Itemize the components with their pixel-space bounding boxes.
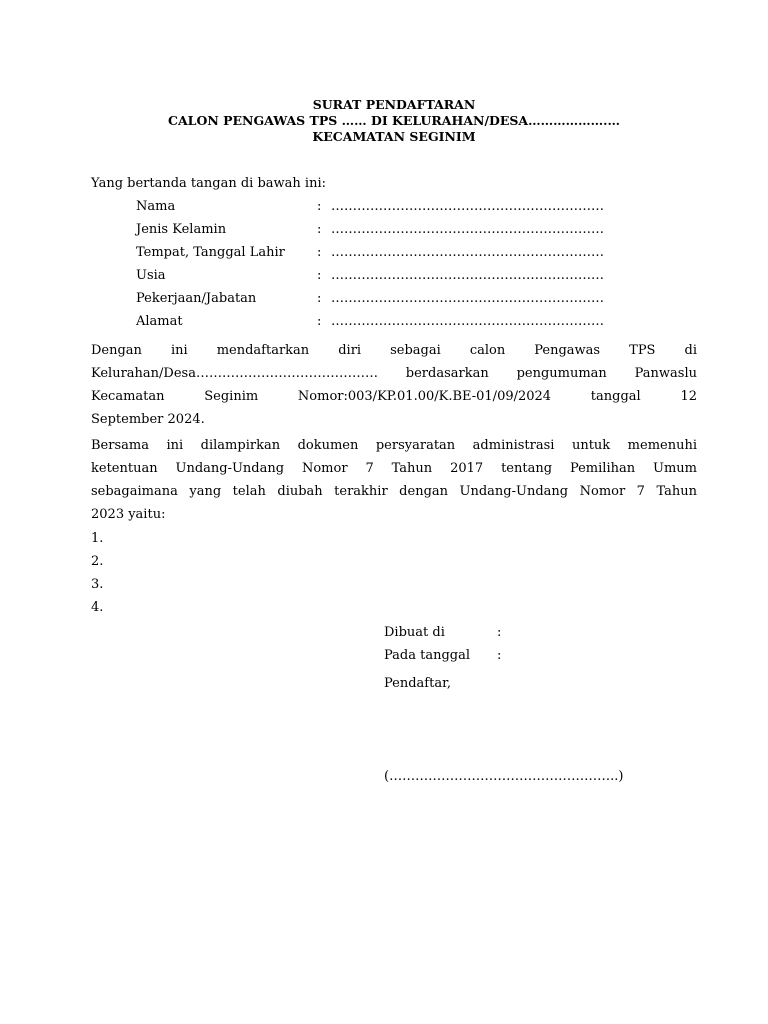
field-colon: :: [317, 222, 322, 237]
sign-date-row: [384, 648, 511, 671]
sign-colon: :: [497, 625, 502, 640]
paragraph-line: September 2024.: [91, 412, 205, 427]
field-row-pekerjaan-jabatan: [136, 291, 651, 314]
field-label: Pekerjaan/Jabatan: [136, 291, 257, 306]
paragraph-line: sebagaimana yang telah diubah terakhir dengan Undang-Undang Nomor 7 Tahun: [91, 484, 697, 499]
document-header: [0, 97, 768, 145]
sign-title: Pendaftar,: [384, 676, 452, 691]
list-item: 3.: [91, 577, 104, 592]
paragraph-line: Kecamatan Seginim Nomor:003/KP.01.00/K.BE-01/09/2024 tanggal 12: [91, 389, 697, 404]
paragraph-line: ketentuan Undang-Undang Nomor 7 Tahun 2017 tentang Pemilihan Umum: [91, 461, 697, 476]
header-district: KECAMATAN SEGINIM: [312, 129, 476, 144]
field-blank: ………………………………………………………: [331, 199, 604, 214]
field-blank: ………………………………………………………: [331, 268, 604, 283]
field-label: Nama: [136, 199, 176, 214]
field-label: Tempat, Tanggal Lahir: [136, 245, 285, 260]
paragraph-line: Dengan ini mendaftarkan diri sebagai calon Pengawas TPS di: [91, 343, 697, 358]
attachment-paragraph: [91, 434, 697, 526]
attachment-list: [91, 531, 103, 623]
header-title: SURAT PENDAFTARAN: [312, 97, 476, 112]
sign-place-row: [384, 625, 511, 648]
field-row-jenis-kelamin: [136, 222, 651, 245]
field-label: Usia: [136, 268, 166, 283]
sign-date-label: Pada tanggal: [384, 648, 471, 663]
field-row-tempat-tanggal-lahir: [136, 245, 651, 268]
list-item: 1.: [91, 531, 104, 546]
field-label: Alamat: [136, 314, 183, 329]
identity-fields: [136, 199, 651, 337]
field-blank: ………………………………………………………: [331, 245, 604, 260]
field-row-alamat: [136, 314, 651, 337]
paragraph-line: 2023 yaitu:: [91, 507, 166, 522]
field-colon: :: [317, 268, 322, 283]
list-item: 2.: [91, 554, 104, 569]
field-label: Jenis Kelamin: [136, 222, 227, 237]
sign-place-label: Dibuat di: [384, 625, 445, 640]
intro-text: Yang bertanda tangan di bawah ini:: [91, 176, 326, 191]
registration-paragraph: [91, 339, 697, 431]
signature-name-line: (……………………………………………..): [384, 769, 624, 784]
field-colon: :: [317, 314, 322, 329]
paragraph-line: Bersama ini dilampirkan dokumen persyaratan administrasi untuk memenuhi: [91, 438, 697, 453]
sign-colon: :: [497, 648, 502, 663]
field-blank: ………………………………………………………: [331, 222, 604, 237]
field-row-usia: [136, 268, 651, 291]
list-item: 4.: [91, 600, 104, 615]
paragraph-line: Kelurahan/Desa…………………………………… berdasarkan pengumuman Panwaslu: [91, 366, 697, 381]
signature-block: [384, 625, 511, 692]
field-blank: ………………………………………………………: [331, 291, 604, 306]
field-colon: :: [317, 199, 322, 214]
field-colon: :: [317, 245, 322, 260]
field-row-nama: [136, 199, 651, 222]
header-subtitle: CALON PENGAWAS TPS …… DI KELURAHAN/DESA……………….…: [168, 113, 620, 128]
field-blank: ………………………………………………………: [331, 314, 604, 329]
field-colon: :: [317, 291, 322, 306]
